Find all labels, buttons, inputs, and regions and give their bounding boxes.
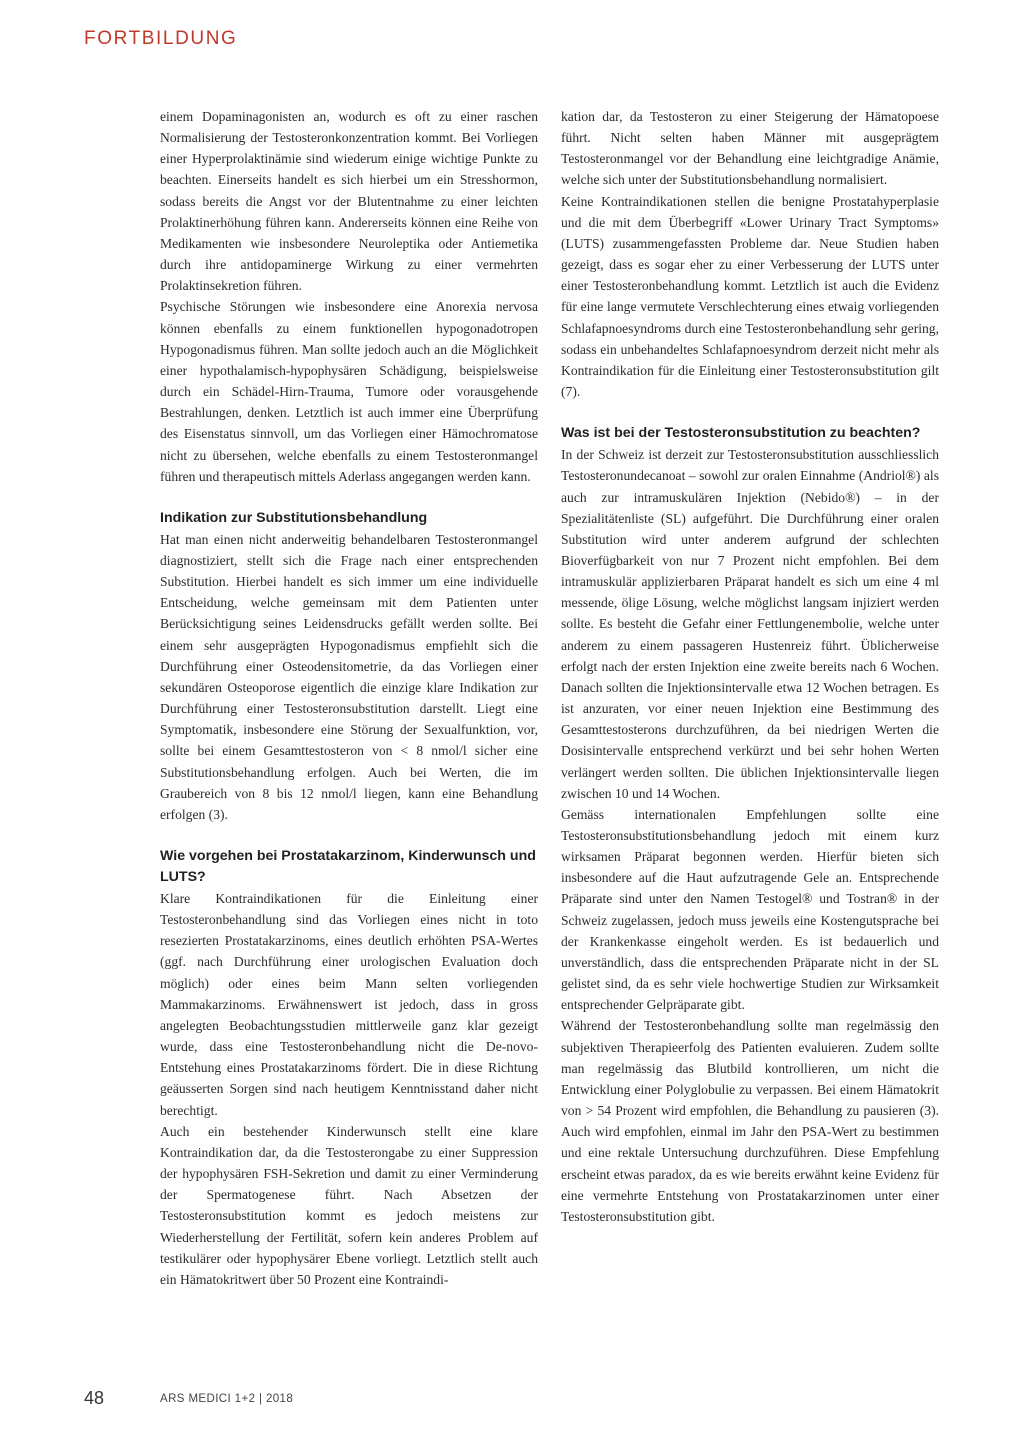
paragraph: Hat man einen nicht anderweitig behandelbaren Testosteronmangel diagnostiziert, stellt sich die Frage nach einer entsprechenden Substitution. Hierbei handelt es sich immer um eine individuelle Entscheidung, welche gemeinsam mit dem Patienten unter Berücksichtigung seines Leidensdrucks gefällt werden sollte. Bei einem sehr ausgeprägten Hypogonadismus empfiehlt sich die Durchführung einer Osteodensitometrie, da das Vorliegen einer sekundären Osteoporose eigentlich die einzige klare Indikation zur Durchführung einer Testosteronsubstitution darstellt. Liegt eine Symptomatik, insbesondere eine Störung der Sexualfunktion, vor, sollte bei einem Gesamttestosteron von < 8 nmol/l sicher eine Substitutionsbehandlung erfolgen. Auch bei Werten, die im Graubereich von 8 bis 12 nmol/l liegen, kann eine Behandlung erfolgen (3). [160,531,538,822]
paragraph: Während der Testosteronbehandlung sollte man regelmässig den subjektiven Therapieerfolg des Patienten evaluieren. Zudem sollte man regelmässig das Blutbild kontrollieren, um nicht die Entwicklung einer Polyglobulie zu verpassen. Bei einem Hämatokrit von > 54 Prozent wird empfohlen, die Behandlung zu pausieren (3). Auch wird empfohlen, einmal im Jahr den PSA-Wert zu bestimmen und eine rektale Untersuchung durchzuführen. Diese Empfehlung erscheint etwas paradox, da es wie bereits erwähnt keine Evidenz für eine vermehrte Entstehung von Prostatakarzinomen unter einer Testosteronsubstitution gibt. [561,1018,939,1224]
paragraph: Klare Kontraindikationen für die Einleitung einer Testosteronbehandlung sind das Vorliegen eines nicht in toto resezierten Prostatakarzinoms, eines deutlich erhöhten PSA-Wertes (ggf. nach Durchführung einer urologischen Evaluation doch möglich) oder eines beim Mann selten vorliegenden Mammakarzinoms. Erwähnenswert ist jedoch, dass in gross angelegten Beobachtungsstudien mittlerweile ganz klar gezeigt wurde, dass eine Testosteronbehandlung nicht die De-novo-Entstehung eines Prostatakarzinoms fördert. Die in diese Richtung geäusserten Sorgen sind nach heutigem Kenntnisstand daher nicht berechtigt. [160,891,538,1118]
section-heading: Was ist bei der Testosteronsubstitution zu beachten? [561,425,921,442]
paragraph: In der Schweiz ist derzeit zur Testosteronsubstitution ausschliesslich Testosteronundecanoat – sowohl zur oralen Einnahme (Andriol®) als auch zur intramuskulären Injektion (Nebido®) – in der Spezialitätenliste (SL) aufgeführt. Die Durchführung einer oralen Substitution wird unter anderem aufgrund der schlechten Bioverfügbarkeit von nur 7 Prozent nicht empfohlen. Bei dem intramuskulär applizierbaren Präparat handelt es sich um eine 4 ml messende, ölige Lösung, welche möglichst langsam injiziert werden sollte. Es besteht die Gefahr einer Fettlungenembolie, welche unter anderem zu einem passageren Hustenreiz führt. Üblicherweise erfolgt nach der ersten Injektion eine zweite bereits nach 6 Wochen. Danach sollten die Injektionsintervalle etwa 12 Wochen betragen. Es ist anzuraten, vor einer neuen Injektion eine Bestimmung des Gesamttestosterons durchzuführen, da bei niedrigen Werten die Dosisintervalle entsprechend verkürzt und bei sehr hohen Werten verlängert werden sollten. Die üblichen Injektionsintervalle liegen zwischen 10 und 14 Wochen. [561,447,939,801]
paragraph: Keine Kontraindikationen stellen die benigne Prostatahyperplasie und die mit dem Überbegriff «Lower Urinary Tract Symptoms» (LUTS) zusammengefassten Probleme dar. Neue Studien haben gezeigt, dass es sogar eher zu einer Verbesserung der LUTS unter einer Testosteronbehandlung kommt. Letztlich ist auch die Evidenz für eine lange vermutete Verschlechterung eines etwaig vorliegenden Schlafapnoesyndroms durch eine Testosteronbehandlung sehr gering, sodass ein unbehandeltes Schlafapnoesyndrom derzeit nicht mehr als Kontraindikation für die Einleitung einer Testosteronsubstitution gilt (7). [561,193,939,400]
right-column [561,106,939,1227]
paragraph: einem Dopaminagonisten an, wodurch es oft zu einer raschen Normalisierung der Testosteronkonzentration kommt. Bei Vorliegen einer Hyperprolaktinämie sind wiederum einige wichtige Punkte zu beachten. Einerseits handelt es sich hierbei um ein Stresshormon, sodass bereits die Angst vor der Blutentnahme zu einer leichten Prolaktinerhöhung führen kann. Andererseits können eine Reihe von Medikamenten wie insbesondere Neuroleptika oder Antiemetika durch ihre antidopaminerge Wirkung zu einer vermehrten Prolaktinsekretion führen. [160,109,538,294]
section-label: FORTBILDUNG [84,28,238,49]
publication-info: ARS MEDICI 1+2 | 2018 [160,1393,294,1405]
paragraph: Psychische Störungen wie insbesondere eine Anorexia nervosa können ebenfalls zu einem funktionellen hypogonadotropen Hypogonadismus führen. Man sollte jedoch auch an die Möglichkeit einer hypothalamisch-hypophysären Schädigung, beispielsweise durch ein Schädel-Hirn-Trauma, Tumore oder vorausgehende Bestrahlungen, denken. Letztlich ist auch immer eine Überprüfung des Eisenstatus sinnvoll, um das Vorliegen einer Hämochromatose nicht zu übersehen, welche ebenfalls zu einem Testosteronmangel führen und therapeutisch mittels Aderlass angegangen werden kann. [160,299,538,484]
page-number: 48 [84,1388,105,1408]
paragraph: Gemäss internationalen Empfehlungen sollte eine Testosteronsubstitutionsbehandlung jedoch mit einem kurz wirksamen Präparat begonnen werden. Hierfür bieten sich insbesondere auf die Haut aufzutragende Gele an. Entsprechende Präparate sind unter den Namen Testogel® und Tostran® in der Schweiz zugelassen, jedoch muss jeweils eine Kostengutsprache bei der Krankenkasse eingeholt werden. Es ist bedauerlich und unverständlich, dass die entsprechenden Präparate nicht in der SL gelistet sind, da es sehr viele hochwertige Studien zur Wirksamkeit entsprechender Gelpräparate gibt. [561,806,939,1013]
paragraph: Auch ein bestehender Kinderwunsch stellt eine klare Kontraindikation dar, da die Testosterongabe zu einer Suppression der hypophysären FSH-Sekretion und damit zu einer Verminderung der Spermatogenese führt. Nach Absetzen der Testosteronsubstitution kommt es jedoch meistens zur Wiederherstellung der Fertilität, sofern kein anderes Problem auf testikulärer oder hypophysärer Ebene vorliegt. Letztlich stellt auch ein Hämatokritwert über 50 Prozent eine Kontraindi- [160,1123,538,1287]
section-heading: Indikation zur Substitutionsbehandlung [160,509,428,526]
left-column [160,106,538,1290]
section-heading: Wie vorgehen bei Prostatakarzinom, Kinderwunsch und LUTS? [160,848,536,885]
paragraph: kation dar, da Testosteron zu einer Steigerung der Hämatopoese führt. Nicht selten haben Männer mit ausgeprägtem Testosteronmangel vor der Behandlung eine leichtgradige Anämie, welche sich unter der Substitutionsbehandlung normalisiert. [561,109,939,188]
